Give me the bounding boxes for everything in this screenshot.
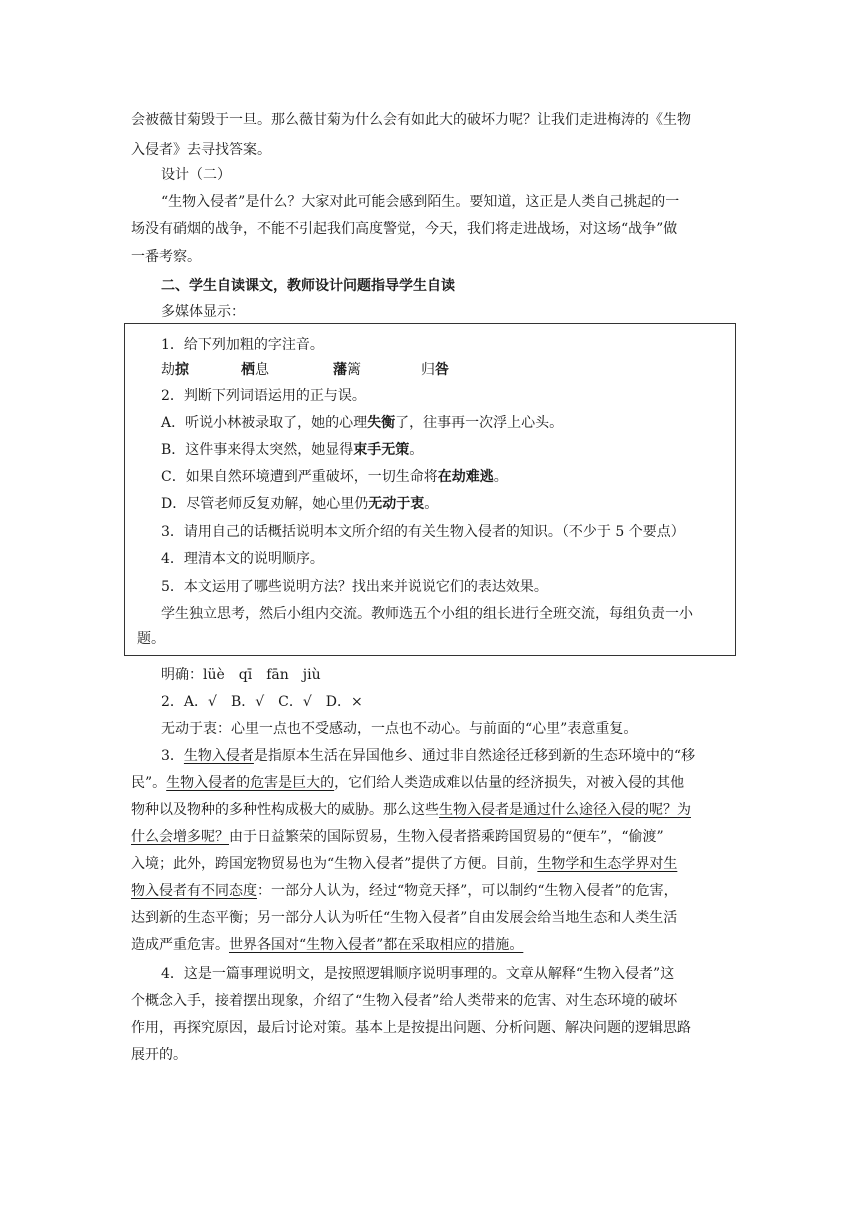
word-item: 栖息 [241, 362, 269, 378]
option-d: D．尽管老师反复劝解，她心里仍无动于衷。 [161, 496, 439, 512]
answer-3-line: 物入侵者有不同态度：一部分人认为，经过“物竞天择”，可以制约“生物入侵者”的危害， [131, 883, 678, 899]
question-1: 1．给下列加粗的字注音。 [161, 337, 324, 353]
paragraph-line: 场没有硝烟的战争，不能不引起我们高度警觉，今天，我们将走进战场，对这场“战争”做 [131, 221, 678, 237]
answer-3-line: 3．生物入侵者是指原本生活在异国他乡、通过非自然途径迁移到新的生态环境中的“移 [161, 748, 696, 764]
answer-4-line: 作用，再探究原因，最后讨论对策。基本上是按提出问题、分析问题、解决问题的逻辑思路 [131, 1020, 691, 1036]
question-2: 2．判断下列词语运用的正与误。 [161, 388, 366, 404]
option-a: A．听说小林被录取了，她的心理失衡了，往事再一次浮上心头。 [161, 415, 564, 431]
clarify-line: 明确：lüè qī fān jiù [161, 667, 321, 683]
option-c: C．如果自然环境遭到严重破坏，一切生命将在劫难逃。 [161, 469, 508, 485]
pinyin-words [161, 360, 449, 380]
question-4: 4．理清本文的说明顺序。 [161, 551, 324, 567]
question-box [124, 323, 736, 656]
answer-3-line: 达到新的生态平衡；另一部分人认为听任“生物入侵者”自由发展会给当地生态和人类生活 [131, 910, 678, 926]
question-5: 5．本文运用了哪些说明方法？找出来并说说它们的表达效果。 [161, 579, 548, 595]
answer-4-line: 展开的。 [131, 1047, 187, 1063]
answer-3-line: 入境；此外，跨国宠物贸易也为“生物入侵者”提供了方便。目前，生物学和生态学界对生 [131, 856, 678, 872]
paragraph-line: “生物入侵者”是什么？大家对此可能会感到陌生。要知道，这正是人类自己挑起的一 [161, 194, 680, 210]
answer-2: 2．A．√ B．√ C．√ D．× [161, 694, 363, 710]
option-b: B．这件事来得太突然，她显得束手无策。 [161, 442, 424, 458]
word-item: 归咎 [421, 362, 449, 378]
wudong-explanation: 无动于衷：心里一点也不受感动，一点也不动心。与前面的“心里”表意重复。 [161, 721, 638, 737]
paragraph-line: 一番考察。 [131, 249, 201, 265]
intro-line-2: 入侵者》去寻找答案。 [131, 142, 271, 158]
answer-3-line: 造成严重危害。世界各国对“生物入侵者”都在采取相应的措施。 [131, 937, 524, 953]
design-label: 设计（二） [161, 167, 231, 183]
answer-4-line: 个概念入手，接着摆出现象，介绍了“生物入侵者”给人类带来的危害、对生态环境的破坏 [131, 993, 678, 1009]
section-heading: 二、学生自读课文，教师设计问题指导学生自读 [161, 278, 455, 294]
word-item: 藩篱 [333, 362, 361, 378]
answer-3-line: 物种以及物种的多种性构成极大的威胁。那么这些生物入侵者是通过什么途径入侵的呢？为 [131, 802, 691, 818]
intro-line-1: 会被薇甘菊毁于一旦。那么薇甘菊为什么会有如此大的破坏力呢？让我们走进梅涛的《生物 [131, 112, 691, 128]
box-note-line-1: 学生独立思考，然后小组内交流。教师选五个小组的组长进行全班交流，每组负责一小 [161, 606, 693, 622]
media-label: 多媒体显示： [161, 304, 245, 320]
answer-3-line: 民”。生物入侵者的危害是巨大的，它们给人类造成难以估量的经济损失，对被入侵的其他 [131, 775, 685, 791]
answer-4-line: 4．这是一篇事理说明文，是按照逻辑顺序说明事理的。文章从解释“生物入侵者”这 [161, 966, 675, 982]
word-item: 劫掠 [161, 362, 189, 378]
box-note-line-2: 题。 [137, 631, 165, 647]
answer-3-line: 什么会增多呢？由于日益繁荣的国际贸易，生物入侵者搭乘跨国贸易的“便车”，“偷渡” [131, 829, 664, 845]
question-3: 3．请用自己的话概括说明本文所介绍的有关生物入侵者的知识。（不少于 5 个要点） [161, 524, 685, 540]
